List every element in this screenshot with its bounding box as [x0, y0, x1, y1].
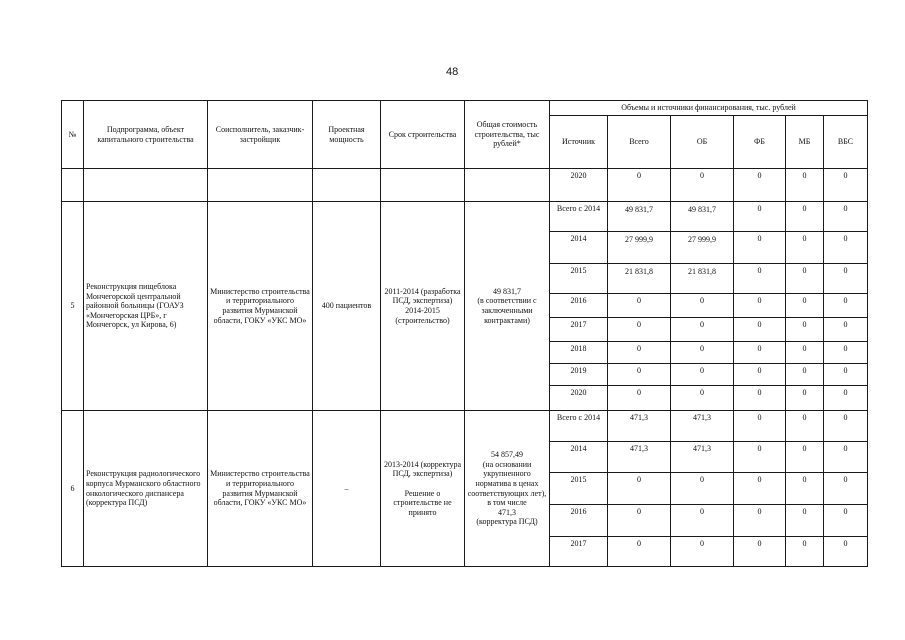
value-cell: 471,3 — [671, 442, 734, 473]
value-cell: 0 — [671, 364, 734, 386]
object-6-name: Реконструкция радиологического корпуса Мурманского областного онкологического диспансера (корректура ПСД) — [84, 411, 208, 567]
value-cell: 0 — [734, 442, 786, 473]
value-cell: 0 — [824, 318, 868, 342]
value-cell: 0 — [786, 411, 824, 442]
value-cell: 0 — [786, 232, 824, 264]
value-cell: 27 999,9 — [671, 232, 734, 264]
value-cell: 0 — [671, 537, 734, 567]
page-number: 48 — [446, 66, 459, 78]
value-cell: 0 — [824, 505, 868, 537]
value-cell: 0 — [608, 318, 671, 342]
value-cell: 0 — [608, 294, 671, 318]
value-cell: 0 — [734, 169, 786, 202]
year-cell: 2017 — [550, 318, 608, 342]
table-row — [62, 411, 868, 442]
header-subprogram: Подпрограмма, объект капитального строительства — [84, 101, 208, 169]
header-executor: Соисполнитель, заказчик-застройщик — [208, 101, 313, 169]
value-cell: 0 — [786, 473, 824, 505]
object-6-term-design: 2013-2014 (корректура ПСД, экспертиза) — [383, 459, 462, 479]
value-cell: 0 — [824, 342, 868, 364]
object-5-term-build: 2014-2015 (строительство) — [395, 306, 450, 325]
value-cell: 0 — [824, 264, 868, 294]
header-term: Срок строительства — [381, 101, 465, 169]
value-cell: 0 — [824, 537, 868, 567]
value-cell: 0 — [824, 169, 868, 202]
year-cell: 2020 — [550, 386, 608, 411]
year-cell: Всего с 2014 — [550, 411, 608, 442]
value-cell: 0 — [734, 386, 786, 411]
header-all: Всего — [608, 116, 671, 169]
value-cell: 0 — [824, 364, 868, 386]
value-cell: 471,3 — [608, 442, 671, 473]
value-cell: 0 — [608, 169, 671, 202]
value-cell: 0 — [824, 232, 868, 264]
value-cell: 0 — [824, 386, 868, 411]
value-cell: 0 — [671, 318, 734, 342]
header-row — [62, 101, 868, 116]
value-cell: 27 999,9 — [608, 232, 671, 264]
value-cell: 0 — [608, 473, 671, 505]
object-5-cost — [465, 202, 550, 411]
value-cell: 0 — [786, 442, 824, 473]
object-6-capacity: – — [313, 411, 381, 567]
value-cell: 0 — [608, 386, 671, 411]
year-cell: 2016 — [550, 505, 608, 537]
value-cell: 471,3 — [608, 411, 671, 442]
value-cell: 49 831,7 — [608, 202, 671, 232]
header-fb: ФБ — [734, 116, 786, 169]
value-cell: 471,3 — [671, 411, 734, 442]
year-cell: 2017 — [550, 537, 608, 567]
value-cell: 0 — [786, 505, 824, 537]
value-cell: 0 — [671, 294, 734, 318]
year-cell: Всего с 2014 — [550, 202, 608, 232]
value-cell: 0 — [824, 202, 868, 232]
value-cell: 0 — [734, 318, 786, 342]
object-5-term — [381, 202, 465, 411]
object-6-cost-psd-value: 471,3 — [498, 507, 516, 517]
object-6-term-decision: Решение о строительстве не принято — [393, 488, 452, 517]
value-cell: 0 — [786, 364, 824, 386]
value-cell: 0 — [734, 364, 786, 386]
header-total-cost: Общая стоимость строительства, тыс рублей* — [465, 101, 550, 169]
value-cell: 0 — [786, 294, 824, 318]
object-6-executor: Министерство строительства и территориального развития Мурманской области, ГОКУ «УКС МО» — [208, 411, 313, 567]
value-cell: 0 — [608, 364, 671, 386]
year-cell: 2014 — [550, 232, 608, 264]
year-cell: 2018 — [550, 342, 608, 364]
header-num: № — [62, 101, 84, 169]
object-6-cost-psd-note: (корректура ПСД) — [476, 517, 538, 527]
value-cell: 0 — [786, 169, 824, 202]
value-cell: 0 — [608, 505, 671, 537]
header-ob: ОБ — [671, 116, 734, 169]
object-6-term — [381, 411, 465, 567]
value-cell: 0 — [671, 342, 734, 364]
object-5-capacity: 400 пациентов — [313, 202, 381, 411]
value-cell: 0 — [671, 505, 734, 537]
object-6-num: 6 — [62, 411, 84, 567]
header-vbs: ВБС — [824, 116, 868, 169]
value-cell: 21 831,8 — [608, 264, 671, 294]
value-cell: 0 — [824, 411, 868, 442]
object-6-cost-note: (на основании укрупненного норматива в ценах соответствующих лет), в том числе — [467, 459, 547, 508]
object-5-cost-note: (в соответствии с заключенными контрактами) — [477, 296, 537, 325]
year-cell: 2015 — [550, 473, 608, 505]
value-cell: 0 — [824, 473, 868, 505]
year-cell: 2020 — [550, 169, 608, 202]
year-cell: 2019 — [550, 364, 608, 386]
value-cell: 0 — [786, 202, 824, 232]
value-cell: 49 831,7 — [671, 202, 734, 232]
value-cell: 0 — [671, 473, 734, 505]
value-cell: 0 — [734, 411, 786, 442]
value-cell: 0 — [824, 294, 868, 318]
object-6-cost — [465, 411, 550, 567]
table-row — [62, 169, 868, 202]
year-cell: 2016 — [550, 294, 608, 318]
value-cell: 0 — [734, 202, 786, 232]
value-cell: 0 — [734, 342, 786, 364]
table-row — [62, 202, 868, 232]
value-cell: 0 — [786, 318, 824, 342]
value-cell: 0 — [608, 537, 671, 567]
value-cell: 0 — [734, 294, 786, 318]
object-5-num: 5 — [62, 202, 84, 411]
value-cell: 0 — [786, 342, 824, 364]
value-cell: 0 — [734, 505, 786, 537]
value-cell: 0 — [734, 473, 786, 505]
value-cell: 21 831,8 — [671, 264, 734, 294]
value-cell: 0 — [608, 342, 671, 364]
value-cell: 0 — [734, 537, 786, 567]
value-cell: 0 — [734, 232, 786, 264]
object-5-executor: Министерство строительства и территориального развития Мурманской области, ГОКУ «УКС МО» — [208, 202, 313, 411]
value-cell: 0 — [671, 386, 734, 411]
object-5-cost-value: 49 831,7 — [493, 286, 521, 296]
value-cell: 0 — [824, 442, 868, 473]
object-6-cost-value: 54 857,49 — [491, 450, 523, 460]
object-5-name: Реконструкция пищеблока Мончегорской центральной районной больницы (ГОАУЗ «Мончегорская ЦРБ», г Мончегорск, ул Кирова, 6) — [84, 202, 208, 411]
header-funding-group: Объемы и источники финансирования, тыс. рублей — [550, 101, 868, 116]
value-cell: 0 — [734, 264, 786, 294]
year-cell: 2015 — [550, 264, 608, 294]
value-cell: 0 — [786, 537, 824, 567]
year-cell: 2014 — [550, 442, 608, 473]
value-cell: 0 — [786, 264, 824, 294]
header-capacity: Проектная мощность — [313, 101, 381, 169]
value-cell: 0 — [671, 169, 734, 202]
value-cell: 0 — [786, 386, 824, 411]
object-5-term-design: 2011-2014 (разработка ПСД, экспертиза) — [384, 286, 461, 306]
header-source: Источник — [550, 116, 608, 169]
capital-construction-table — [61, 100, 868, 567]
header-mb: МБ — [786, 116, 824, 169]
